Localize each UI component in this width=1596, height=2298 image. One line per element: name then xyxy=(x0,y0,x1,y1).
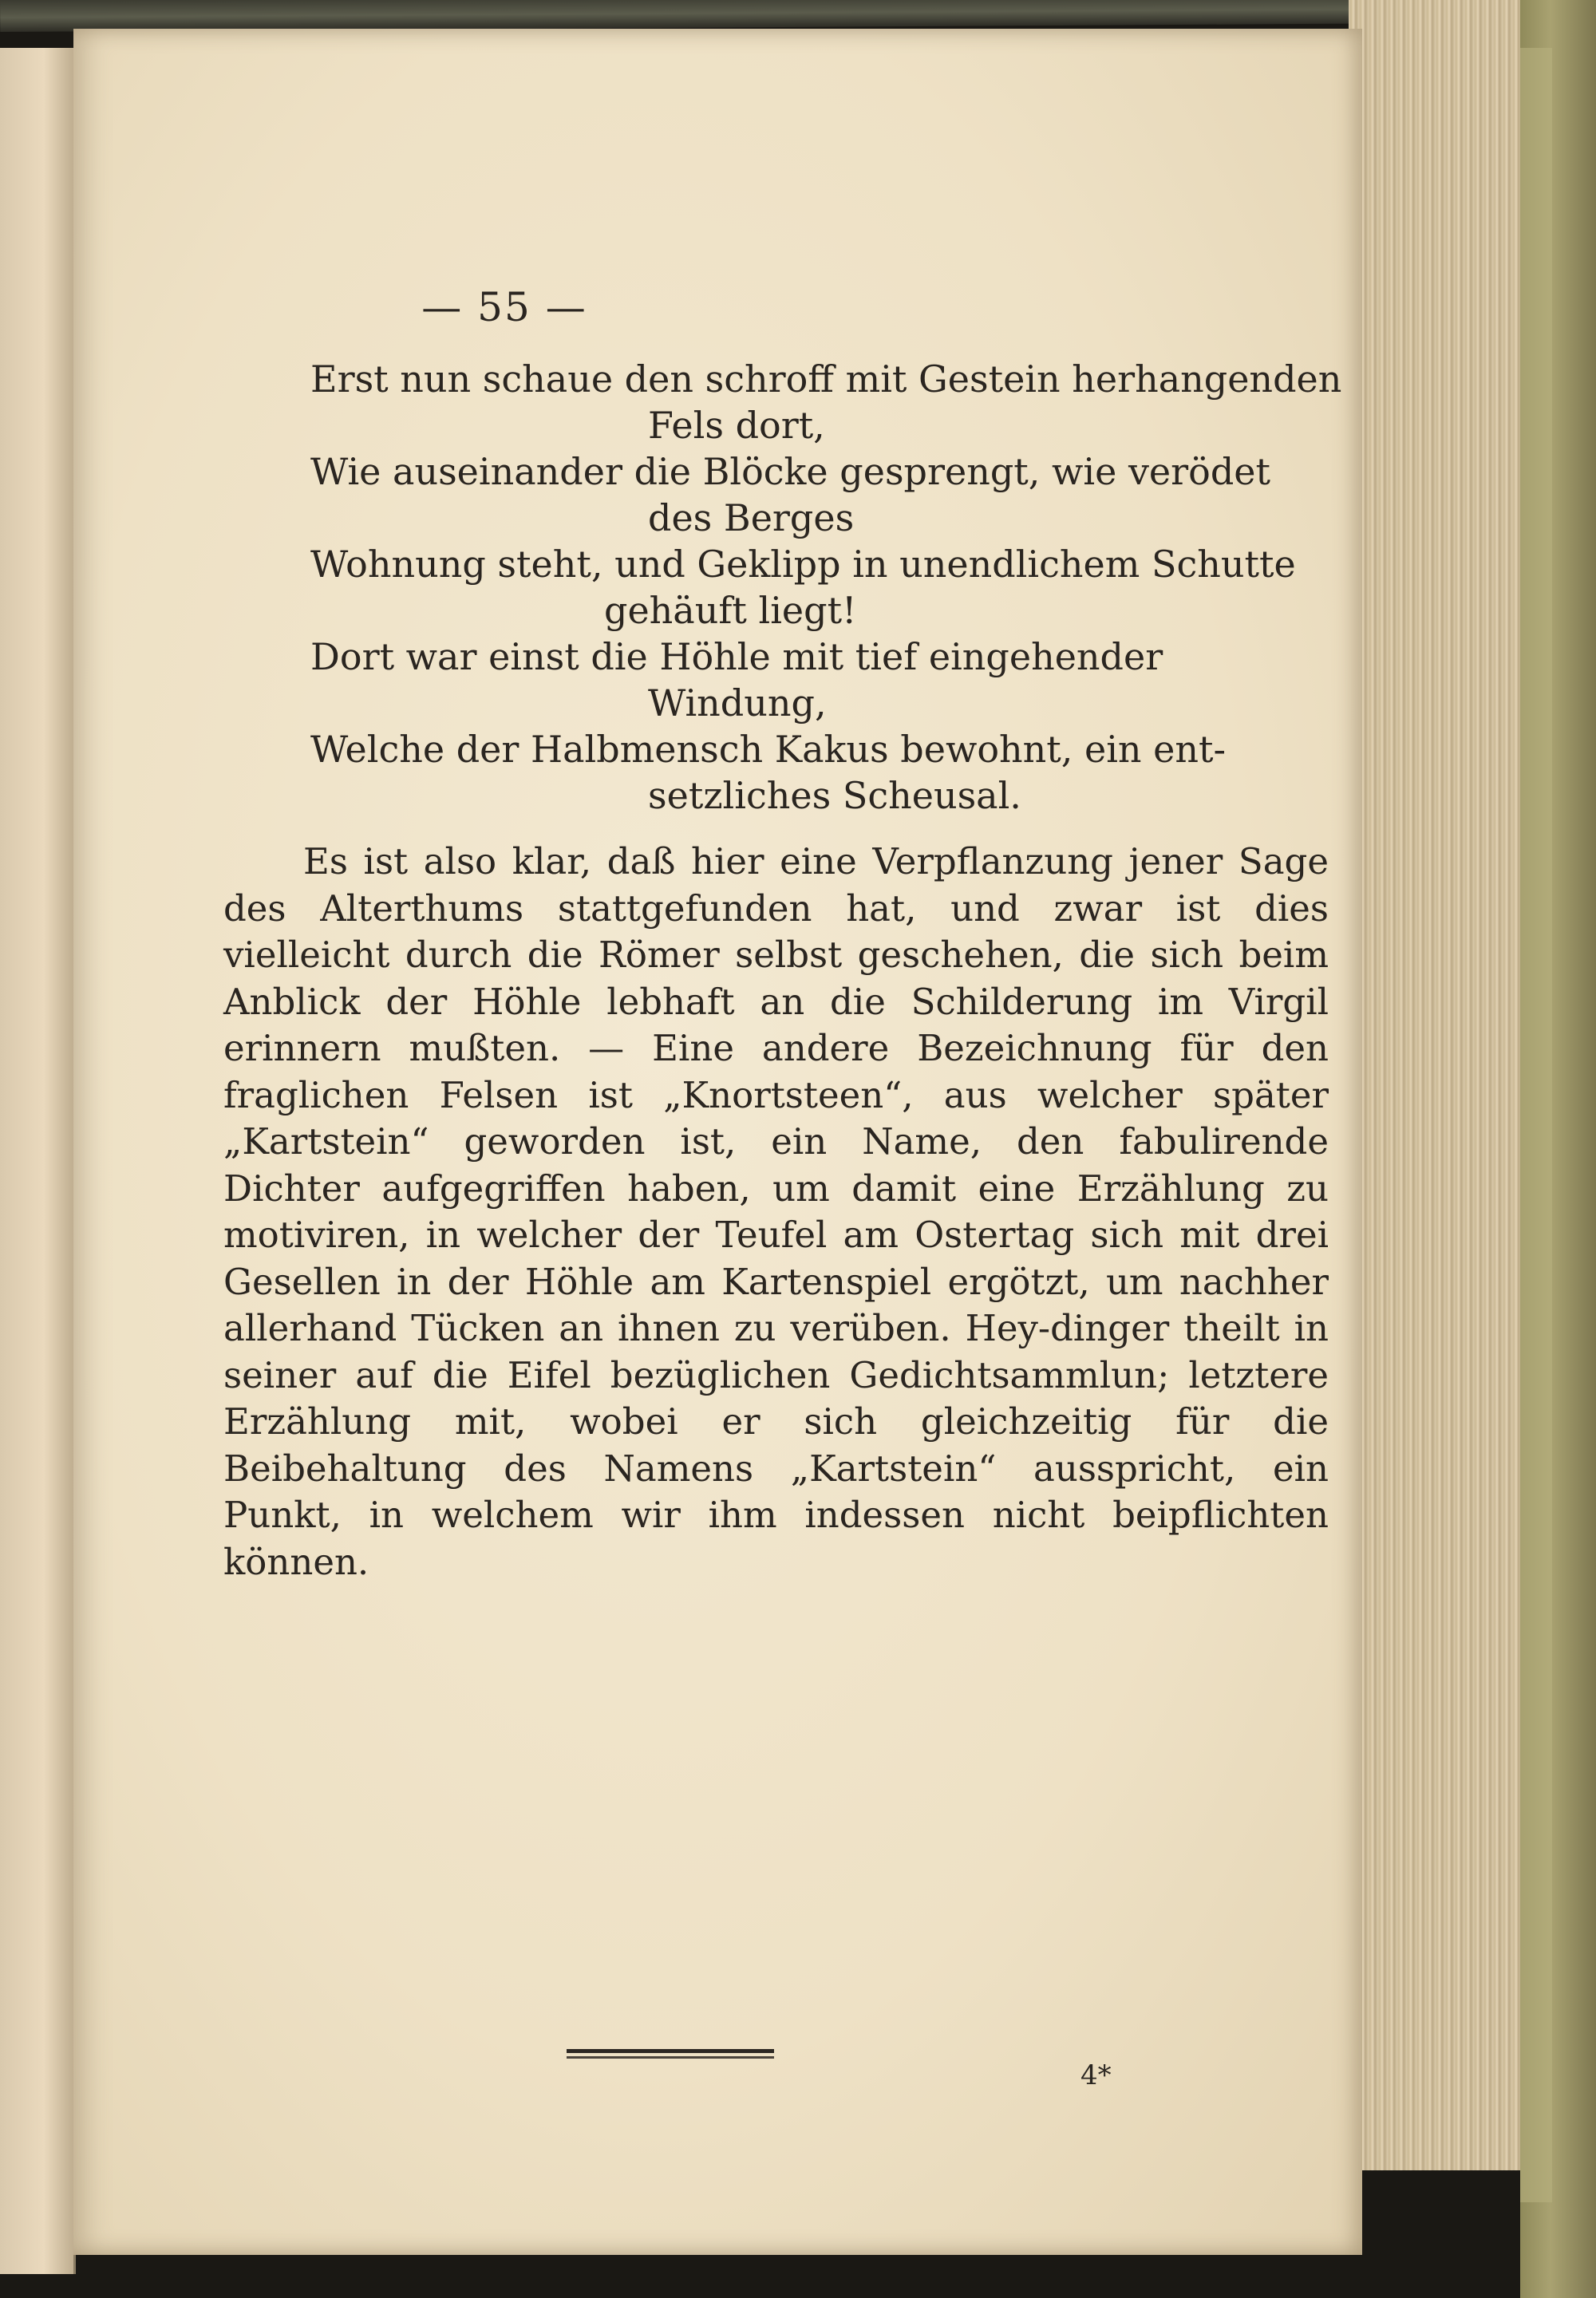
verse-line: Fels dort, xyxy=(648,404,825,447)
previous-page-edge xyxy=(0,48,76,2274)
verse-line: des Berges xyxy=(648,496,855,539)
page-edges xyxy=(1349,0,1527,2170)
verse-line: Welche der Halbmensch Kakus bewohnt, ein ent- xyxy=(310,728,1227,771)
page-number: — 55 — xyxy=(421,284,587,330)
section-end-rule xyxy=(567,2049,774,2060)
verse-quotation xyxy=(145,356,1342,819)
binding-strip xyxy=(0,0,1373,32)
verse-line: setzliches Scheusal. xyxy=(648,774,1021,817)
body-paragraph xyxy=(223,839,1329,1585)
verse-line: Windung, xyxy=(648,681,827,725)
verse-line: Wie auseinander die Blöcke gesprengt, wie verödet xyxy=(310,450,1270,493)
verse-line: Dort war einst die Höhle mit tief eingehender xyxy=(310,635,1163,678)
rule-thick xyxy=(567,2049,774,2053)
cover-highlight xyxy=(1520,48,1552,2202)
paragraph-text: Es ist also klar, daß hier eine Verpflanzung jener Sage des Alterthums stattgefunden hat, und zwar ist dies vielleicht durch die Römer selbst geschehen, die sich beim Anblick der Höhle lebhaft an die Schilderung im Virgil erinnern mußten. — Eine andere Bezeichnung für den fraglichen Felsen ist „Knortsteen“, aus welcher später „Kartstein“ geworden ist, ein Name, den fabulirende Dichter aufgegriffen haben, um damit eine Erzählung zu motiviren, in welcher der Teufel am Ostertag sich mit drei Gesellen in der Höhle am Kartenspiel ergötzt, um nachher allerhand Tücken an ihnen zu verüben. Hey-dinger theilt in seiner auf die Eifel bezüglichen Gedichtsammlun; letztere Erzählung mit, wobei er sich gleichzeitig für die Beibehaltung des Namens „Kartstein“ ausspricht, ein Punkt, in welchem wir ihm indessen nicht beipflichten können. xyxy=(223,840,1329,1583)
verse-line: Wohnung steht, und Geklipp in unendlichem Schutte xyxy=(310,543,1296,586)
verse-line: Erst nun schaue den schroff mit Gestein herhangenden xyxy=(310,357,1342,401)
book-page xyxy=(73,29,1362,2255)
verse-line: gehäuft liegt! xyxy=(604,589,857,632)
signature-mark: 4* xyxy=(1080,2059,1112,2091)
rule-thin xyxy=(567,2056,774,2059)
